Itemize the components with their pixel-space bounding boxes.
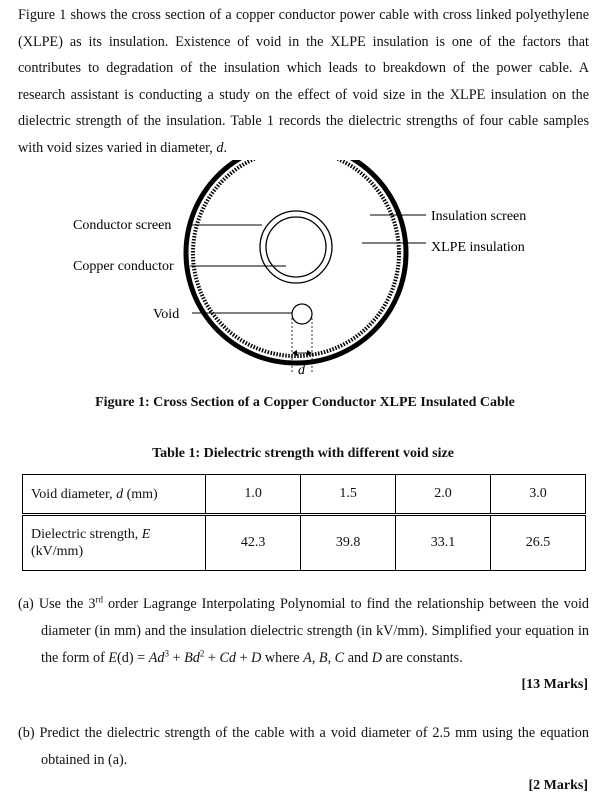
intro-end: . xyxy=(223,139,228,156)
dielectric-strength-table xyxy=(22,474,586,571)
void-circle xyxy=(292,304,312,324)
outer-sheath xyxy=(186,160,406,363)
cell-diameter-2: 1.5 xyxy=(301,475,396,515)
cable-cross-section-figure xyxy=(0,160,610,390)
intro-paragraph xyxy=(18,2,589,161)
cell-strength-4: 26.5 xyxy=(491,515,586,571)
cell-strength-1: 42.3 xyxy=(206,515,301,571)
cell-diameter-3: 2.0 xyxy=(396,475,491,515)
intro-text: Figure 1 shows the cross section of a copper conductor power cable with cross linked polyethylene (XLPE) as its insulation. Existence of void in the XLPE insulation is one of the factors that contributes to degradation of the insulation which leads to breakdown of the power cable. A research assistant is conducting a study on the effect of void size in the XLPE insulation on the dielectric strength of the insulation. Table 1 records the dielectric strengths of four cable samples with void sizes varied in diameter, xyxy=(18,7,589,156)
marks-a: [13 Marks] xyxy=(521,677,588,692)
cell-strength-3: 33.1 xyxy=(396,515,491,571)
intro-var: d xyxy=(216,139,224,156)
question-a: (a) Use the 3rd order Lagrange Interpolating Polynomial to find the relationship between the void diameter (in mm) and the insulation dielectric strength (in kV/mm). Simplified your equation in the form of $E(d) = Ad^3 + Bd^2 + Cd + D$ where A, B, C and D are constants. xyxy=(18,594,589,666)
cell-diameter-4: 3.0 xyxy=(491,475,586,515)
cell-diameter-1: 1.0 xyxy=(206,475,301,515)
label-d: d xyxy=(298,363,305,378)
table-caption: Table 1: Dielectric strength with different void size xyxy=(152,446,454,461)
label-insulation-screen: Insulation screen xyxy=(431,209,527,224)
marks-b: [2 Marks] xyxy=(528,778,588,793)
question-b: (b) Predict the dielectric strength of the cable with a void diameter of 2.5 mm using the equation obtained in (a). xyxy=(18,725,589,768)
label-void: Void xyxy=(153,307,180,322)
row-label-void-diameter: Void diameter, d (mm) xyxy=(23,475,206,515)
copper-conductor xyxy=(266,217,326,277)
label-xlpe-insulation: XLPE insulation xyxy=(431,240,525,255)
table-row-void-diameter xyxy=(23,475,586,515)
cell-strength-2: 39.8 xyxy=(301,515,396,571)
label-conductor-screen: Conductor screen xyxy=(73,218,172,233)
table-row-dielectric-strength xyxy=(23,515,586,571)
insulation-screen-ring xyxy=(193,160,399,356)
label-copper-conductor: Copper conductor xyxy=(73,259,174,274)
row-label-dielectric-strength: Dielectric strength, E (kV/mm) xyxy=(23,515,206,571)
figure-caption: Figure 1: Cross Section of a Copper Conductor XLPE Insulated Cable xyxy=(95,395,515,410)
conductor-screen-ring xyxy=(260,211,332,283)
